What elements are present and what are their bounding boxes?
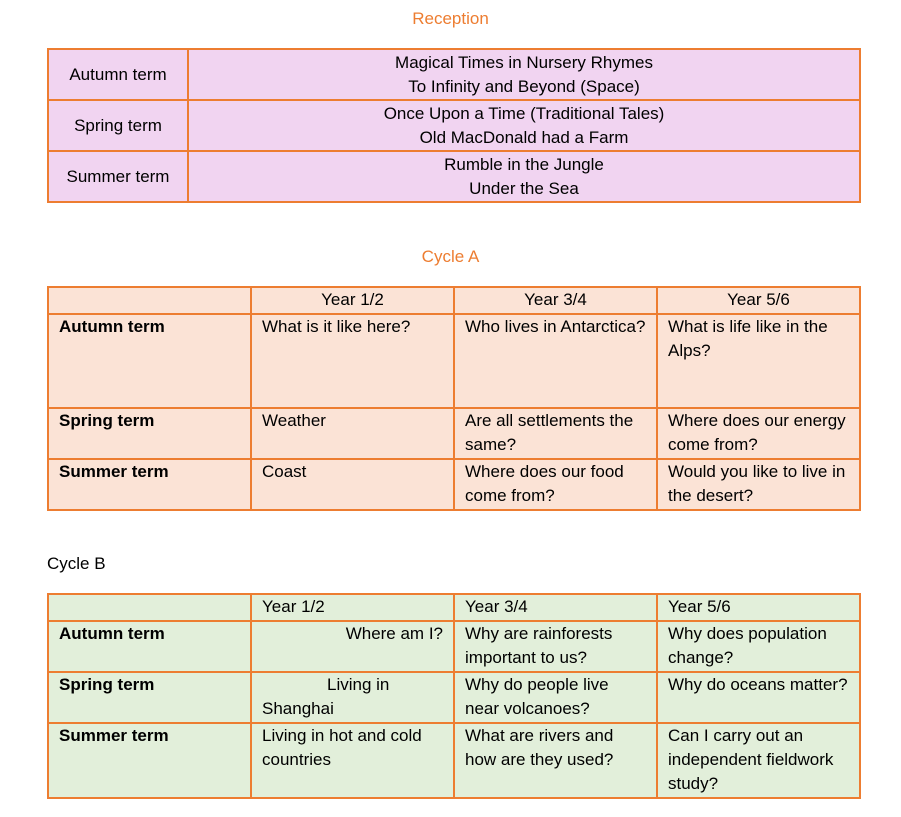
table-cell: Where does our energy come from? bbox=[657, 408, 860, 459]
column-header: Year 3/4 bbox=[454, 287, 657, 314]
table-cell: What are rivers and how are they used? bbox=[454, 723, 657, 798]
table-cell: Living in hot and cold countries bbox=[251, 723, 454, 798]
table-cell: Why are rainforests important to us? bbox=[454, 621, 657, 672]
topic-line: Rumble in the Jungle bbox=[444, 154, 604, 174]
table-header-row bbox=[48, 594, 860, 621]
topic-cell bbox=[188, 100, 860, 151]
cycle-a-title: Cycle A bbox=[421, 247, 480, 266]
shanghai-text: Living in Shanghai bbox=[262, 675, 390, 718]
table-row bbox=[48, 459, 860, 510]
table-row bbox=[48, 314, 860, 408]
table-cell: Can I carry out an independent fieldwork study? bbox=[657, 723, 860, 798]
cycle-a-table bbox=[47, 286, 861, 511]
topic-line: Magical Times in Nursery Rhymes bbox=[395, 52, 653, 72]
topic-line: To Infinity and Beyond (Space) bbox=[408, 76, 640, 96]
table-row bbox=[48, 672, 860, 723]
table-row bbox=[48, 621, 860, 672]
term-label: Autumn term bbox=[48, 621, 251, 672]
topic-line: Old MacDonald had a Farm bbox=[419, 127, 629, 147]
table-row bbox=[48, 723, 860, 798]
term-label: Autumn term bbox=[48, 49, 188, 100]
reception-table bbox=[47, 48, 861, 203]
topic-line: Once Upon a Time (Traditional Tales) bbox=[383, 103, 665, 123]
table-row bbox=[48, 408, 860, 459]
table-cell bbox=[251, 672, 454, 723]
column-header: Year 3/4 bbox=[454, 594, 657, 621]
column-header: Year 1/2 bbox=[251, 594, 454, 621]
table-header-row bbox=[48, 287, 860, 314]
topic-cell bbox=[188, 49, 860, 100]
table-cell: Are all settlements the same? bbox=[454, 408, 657, 459]
term-label: Spring term bbox=[48, 408, 251, 459]
column-header bbox=[48, 594, 251, 621]
column-header: Year 1/2 bbox=[251, 287, 454, 314]
table-row bbox=[48, 100, 860, 151]
column-header: Year 5/6 bbox=[657, 287, 860, 314]
term-label: Autumn term bbox=[48, 314, 251, 408]
term-label: Summer term bbox=[48, 151, 188, 202]
table-cell: Why do people live near volcanoes? bbox=[454, 672, 657, 723]
topic-cell bbox=[188, 151, 860, 202]
cycle-b-title: Cycle B bbox=[47, 554, 106, 573]
cycle-b-table bbox=[47, 593, 861, 799]
term-label: Summer term bbox=[48, 723, 251, 798]
table-cell: What is life like in the Alps? bbox=[657, 314, 860, 408]
table-cell: Where does our food come from? bbox=[454, 459, 657, 510]
topic-line: Under the Sea bbox=[469, 178, 579, 198]
table-cell: Where am I? bbox=[251, 621, 454, 672]
table-cell: Would you like to live in the desert? bbox=[657, 459, 860, 510]
table-cell: What is it like here? bbox=[251, 314, 454, 408]
table-row bbox=[48, 49, 860, 100]
column-header bbox=[48, 287, 251, 314]
table-cell: Weather bbox=[251, 408, 454, 459]
term-label: Spring term bbox=[48, 672, 251, 723]
table-cell: Why do oceans matter? bbox=[657, 672, 860, 723]
table-cell: Coast bbox=[251, 459, 454, 510]
column-header: Year 5/6 bbox=[657, 594, 860, 621]
reception-title: Reception bbox=[412, 9, 489, 28]
term-label: Spring term bbox=[48, 100, 188, 151]
table-row bbox=[48, 151, 860, 202]
table-cell: Why does population change? bbox=[657, 621, 860, 672]
term-label: Summer term bbox=[48, 459, 251, 510]
table-cell: Who lives in Antarctica? bbox=[454, 314, 657, 408]
